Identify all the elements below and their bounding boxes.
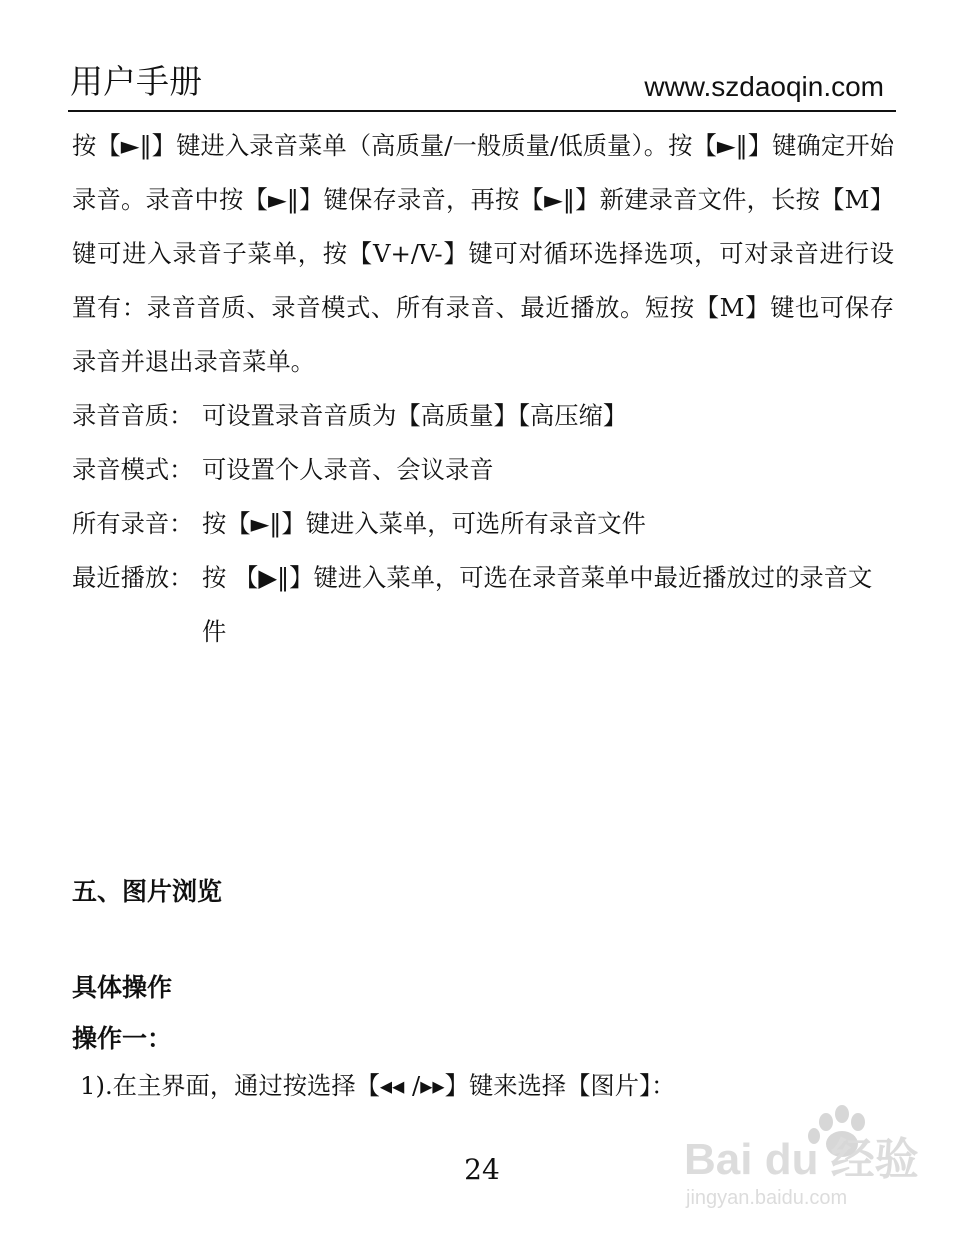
step-1: 1).在主界面，通过按选择【◂◂ /▸▸】键来选择【图片】： xyxy=(80,1071,676,1100)
option-desc: 可设置录音音质为【高质量】【高压缩】 xyxy=(202,401,628,430)
option-desc: 按【►‖】键进入菜单，可选所有录音文件 xyxy=(202,509,646,538)
option-row-all-recordings xyxy=(72,497,894,551)
watermark-url: jingyan.baidu.com xyxy=(686,1187,848,1209)
page-number: 24 xyxy=(464,1153,500,1186)
option-row-recent xyxy=(72,551,894,659)
option-desc: 可设置个人录音、会议录音 xyxy=(202,455,494,484)
section-subtitle: 具体操作 xyxy=(72,973,173,1002)
option-row-quality xyxy=(72,389,894,443)
option-term: 录音音质： xyxy=(72,401,194,430)
intro-paragraph: 按【►‖】键进入录音菜单（高质量/一般质量/低质量）。按【►‖】键确定开始录音。录音中按【►‖】键保存录音，再按【►‖】新建录音文件，长按【M】键可进入录音子菜单，按【V+/V-】键可对循环选择选项，可对录音进行设置有：录音音质、录音模式、所有录音、最近播放。短按【M】键也可保存录音并退出录音菜单。 xyxy=(72,131,894,376)
section-title: 五、图片浏览 xyxy=(72,877,223,906)
option-desc: 按 【▶‖】键进入菜单，可选在录音菜单中最近播放过的录音文件 xyxy=(202,563,873,646)
operation-label: 操作一： xyxy=(72,1024,173,1053)
header-divider xyxy=(68,110,896,112)
option-term: 所有录音： xyxy=(72,509,194,538)
header-title: 用户手册 xyxy=(70,62,202,101)
baidu-jingyan-watermark xyxy=(684,1100,920,1212)
header-url: www.szdaoqin.com xyxy=(644,71,884,102)
option-term: 最近播放： xyxy=(72,563,194,592)
watermark-brand: Bai du 经验 xyxy=(684,1135,919,1184)
option-row-mode xyxy=(72,443,894,497)
option-term: 录音模式： xyxy=(72,455,194,484)
